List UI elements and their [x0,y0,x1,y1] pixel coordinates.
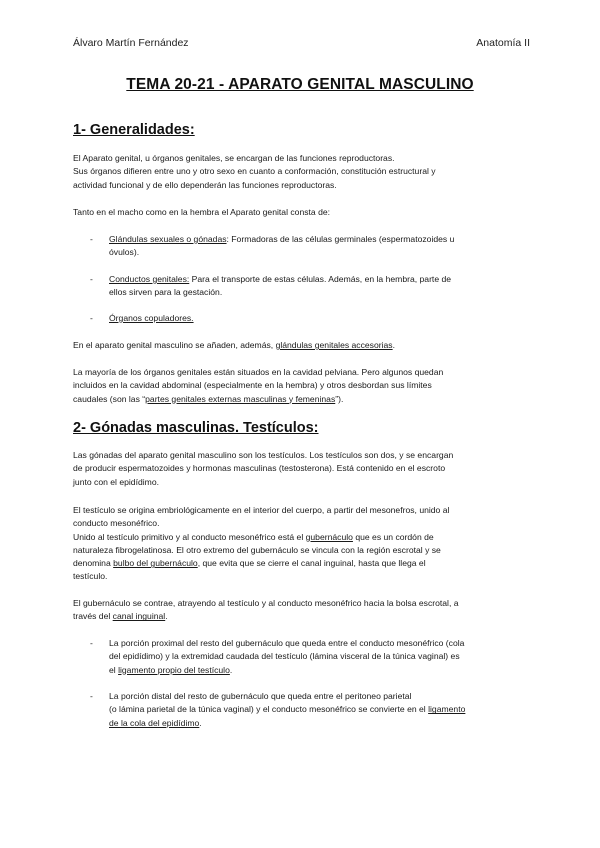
list-item: - Glándulas sexuales o gónadas: Formadoras de las células germinales (espermatozoides u óvulos). [90,234,455,258]
section-2-heading: 2- Gónadas masculinas. Testículos: [73,420,319,436]
section-1-heading: 1- Generalidades: [73,122,195,138]
term-organos-copuladores: Órganos copuladores. [109,313,194,323]
term-glandulas-sexuales: Glándulas sexuales o gónadas [109,234,227,244]
list-item: - Conductos genitales: Para el transporte de estas células. Además, en la hembra, parte de ellos sirven para la gestación. [90,274,452,298]
term-canal-inguinal: canal inguinal [112,611,166,622]
term-ligamento: ligamento [428,704,466,715]
section-1-paragraph-4: La mayoría de los órganos genitales están situados en la cavidad pelviana. Pero algunos quedan incluidos en la cavidad abdominal (especialmente en la hembra) y otros desbordan sus límites caudales (son las “partes genitales externas masculinas y femeninas”). [73,367,444,404]
header-subject: Anatomía II [476,37,530,49]
term-cola-epididimo: de la cola del epidídimo [109,717,200,728]
section-1-paragraph-1: El Aparato genital, u órganos genitales, se encargan de las funciones reproductoras. Sus órganos difieren entre uno y otro sexo en cuanto a conformación, constitución estructural y actividad funcional y de ello dependerán las funciones reproductoras. [73,153,436,190]
term-gubernaculo: gubernáculo [305,531,353,542]
page-title: TEMA 20-21 - APARATO GENITAL MASCULINO [126,76,474,93]
section-2-paragraph-1: Las gónadas del aparato genital masculino son los testículos. Los testículos son dos, y se encargan de producir espermatozoides y hormonas masculinas (testosterona). Está contenido en el escroto junto con el epidídimo. [73,450,454,487]
term-partes-externas: partes genitales externas masculinas y femeninas [145,393,336,404]
term-bulbo-gubernaculo: bulbo del gubernáculo [113,558,198,569]
section-2-paragraph-3: El gubernáculo se contrae, atrayendo al testículo y al conducto mesonéfrico hacia la bolsa escrotal, a través del canal inguinal. [73,598,459,622]
term-glandulas-accesorias: glándulas genitales accesorias [275,340,393,350]
list-item: - Órganos copuladores. [90,313,194,323]
section-2-paragraph-2: El testículo se origina embriológicamente en el interior del cuerpo, a partir del mesonefros, unido al conducto mesonéfrico. Unido al testículo primitivo y al conducto mesonéfrico está el gubernáculo que es un cordón de naturaleza fibrogelatinosa. El otro extremo del gubernáculo se vincula con la región escrotal y se denomina bulbo del gubernáculo, que evita que se cierre el canal inguinal, hasta que llega el testículo. [73,505,450,582]
term-conductos-genitales: Conductos genitales: [109,274,190,284]
list-item: - La porción proximal del resto del gubernáculo que queda entre el conducto mesonéfrico (cola del epidídimo) y la extremidad caudada del testículo (lámina visceral de la túnica vaginal) es el ligamento propio del testículo. [90,638,465,675]
list-item: - La porción distal del resto de gubernáculo que queda entre el peritoneo parietal (o lámina parietal de la túnica vaginal) y el conducto mesonéfrico se convierte en el ligamento de la cola del epidídimo. [90,691,466,728]
term-ligamento-propio: ligamento propio del testículo [118,664,230,675]
section-1-paragraph-2: Tanto en el macho como en la hembra el Aparato genital consta de: [73,207,331,217]
header-author: Álvaro Martín Fernández [73,37,189,49]
section-1-paragraph-3: En el aparato genital masculino se añaden, además, glándulas genitales accesorias. [73,340,395,350]
